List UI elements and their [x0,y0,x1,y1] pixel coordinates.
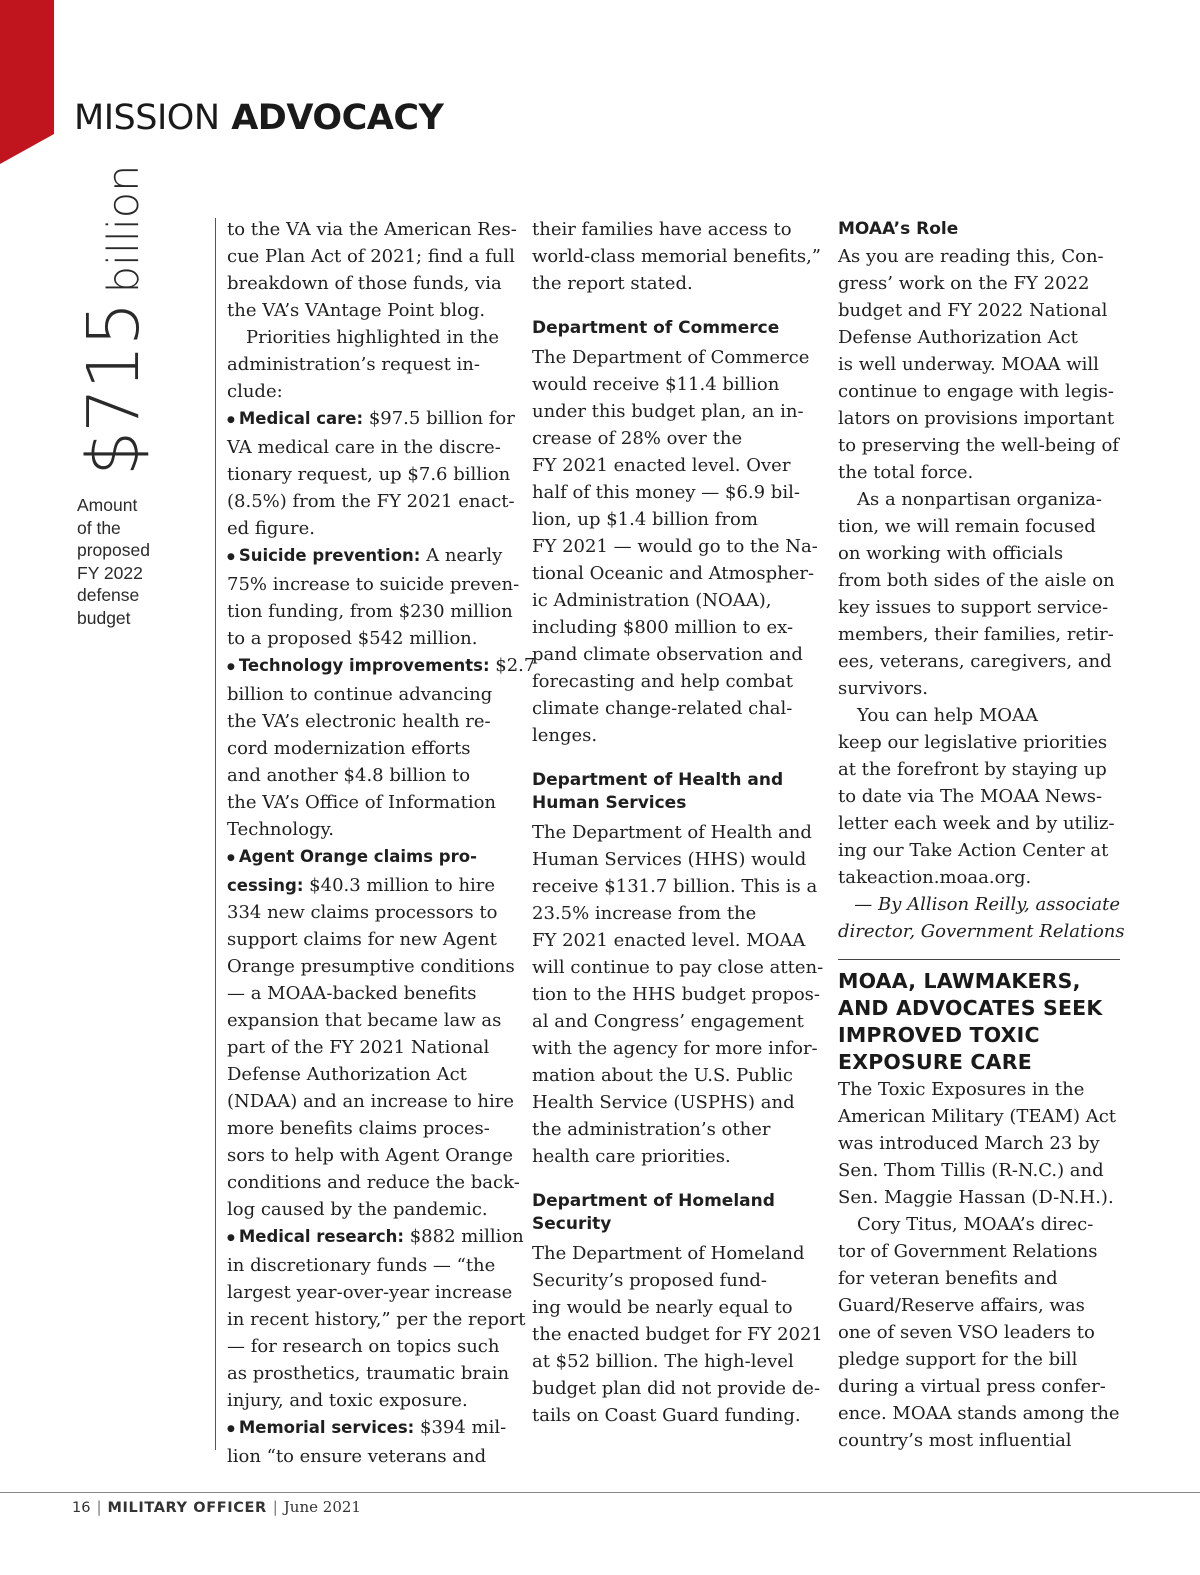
text-line: world-class memorial benefits,” [532,246,821,267]
text-line: As a nonpartisan organiza- [857,489,1102,510]
department-sections [532,297,824,1429]
page-footer [72,1497,361,1518]
text-line: at the forefront by staying up [838,759,1107,780]
article-column-3 [838,216,1125,1454]
text-line: budget plan did not provide de- [532,1378,821,1399]
text-line: largest year-over-year increase [227,1282,513,1303]
priority-label: Medical research: [238,1227,404,1246]
bullet-icon: ● [227,1233,235,1243]
bullet-icon: ● [227,552,235,562]
bullet-icon: ● [227,662,235,672]
department-paragraph [532,344,818,749]
text-line: health care priorities. [532,1146,731,1167]
priority-list [227,405,536,1470]
stat-callout [72,164,160,476]
text-line: administration’s request in- [227,354,480,375]
toxic-paragraph-2 [838,1211,1120,1454]
text-line: FY 2022 [77,562,143,583]
text-line: the VA’s Office of Information [227,792,497,813]
text-line: tional Oceanic and Atmospher- [532,563,815,584]
priority-first-line: ● Technology improvements: $2.7 [227,655,536,676]
text-line: in discretionary funds — “the [227,1255,496,1276]
priority-label: Suicide prevention: [238,546,421,565]
text-line: ic Administration (NOAA), [532,590,772,611]
priority-first-line: ● Suicide prevention: A nearly [227,545,503,566]
text-line: the VA’s VAntage Point blog. [227,300,486,321]
moaa-role-heading: MOAA’s Role [838,219,959,239]
text-line: The Toxic Exposures in the [838,1079,1085,1100]
footer-separator: | [272,1498,278,1516]
text-line: under this budget plan, an in- [532,401,804,422]
role-paragraph-3 [838,702,1120,891]
priority-label: Technology improvements: [238,656,490,675]
byline-line: director, Government Relations [838,921,1125,942]
text-line: Defense Authorization Act [838,327,1078,348]
text-line: sors to help with Agent Orange [227,1145,513,1166]
text-line: VA medical care in the discre- [227,437,501,458]
heading-line: Department of Homeland [532,1191,775,1211]
text-line: al and Congress’ engagement [532,1011,804,1032]
text-line: during a virtual press confer- [838,1376,1106,1397]
text-line: Guard/Reserve affairs, was [838,1295,1085,1316]
text-line: clude: [227,381,283,402]
text-line: ing would be nearly equal to [532,1297,793,1318]
text-line: pledge support for the bill [838,1349,1078,1370]
text-line: 75% increase to suicide preven- [227,574,520,595]
text-line: — a MOAA-backed benefits [227,983,477,1004]
text-line: (8.5%) from the FY 2021 enact- [227,491,515,512]
text-line: Cory Titus, MOAA’s direc- [857,1214,1094,1235]
text-line: FY 2021 — would go to the Na- [532,536,818,557]
text-line: on working with officials [838,543,1064,564]
text-line: continue to engage with legis- [838,381,1114,402]
footer-rule [0,1492,1200,1493]
text-line: The Department of Homeland [532,1243,805,1264]
text-line: lion, up $1.4 billion from [532,509,758,530]
stat-caption [77,494,197,630]
text-line: forecasting and help combat [532,671,793,692]
text-line: The Department of Commerce [532,347,810,368]
priority-first-line: ● Memorial services: $394 mil- [227,1417,507,1438]
text-line: climate change-related chal- [532,698,793,719]
text-line: Amount [77,495,138,515]
priority-item [227,542,520,652]
text-line: is well underway. MOAA will [838,354,1099,375]
text-line: ed figure. [227,518,315,539]
section-title-light: MISSION [74,98,220,138]
text-line: at $52 billion. The high-level [532,1351,794,1372]
memorial-continuation [532,216,821,297]
text-line: takeaction.moaa.org. [838,867,1032,888]
text-line: would receive $11.4 billion [532,374,780,395]
text-line: EXPOSURE CARE [838,1050,1032,1074]
text-line: Security’s proposed fund- [532,1270,768,1291]
text-line: survivors. [838,678,928,699]
priority-item [227,1414,513,1470]
role-paragraph-2 [838,486,1120,702]
text-line: gress’ work on the FY 2022 [838,273,1090,294]
text-line: You can help MOAA [857,705,1039,726]
text-line: members, their families, retir- [838,624,1114,645]
stat-unit: billion [99,164,149,294]
text-line: more benefits claims proces- [227,1118,490,1139]
text-line: tion, we will remain focused [838,516,1096,537]
text-line: Orange presumptive conditions [227,956,515,977]
text-line: the total force. [838,462,974,483]
department-heading [532,769,818,815]
priority-item [227,652,536,843]
priority-item [227,843,520,1223]
text-line: lators on provisions important [838,408,1115,429]
text-line: 334 new claims processors to [227,902,498,923]
text-line: will continue to pay close atten- [532,957,824,978]
text-line: the enacted budget for FY 2021 [532,1324,823,1345]
heading-line: Department of Health and [532,770,784,790]
text-line: letter each week and by utiliz- [838,813,1115,834]
text-line: the report stated. [532,273,693,294]
text-line: expansion that became law as [227,1010,502,1031]
text-line: cue Plan Act of 2021; find a full [227,246,515,267]
section-title-bold: ADVOCACY [231,98,444,138]
text-line: was introduced March 23 by [838,1133,1100,1154]
text-line: IMPROVED TOXIC [838,1023,1040,1047]
text-line: lenges. [532,725,598,746]
section-color-tab [0,0,54,164]
text-line: to date via The MOAA News- [838,786,1103,807]
issue-date: June 2021 [283,1498,361,1516]
text-line: — for research on topics such [227,1336,500,1357]
section-title [74,96,443,140]
text-line: conditions and reduce the back- [227,1172,520,1193]
bullet-icon: ● [227,1424,235,1434]
text-line: their families have access to [532,219,792,240]
text-line: from both sides of the aisle on [838,570,1115,591]
byline [838,891,1125,945]
text-line: key issues to support service- [838,597,1109,618]
text-line: Sen. Thom Tillis (R-N.C.) and [838,1160,1104,1181]
priority-first-line: ● Medical research: $882 million [227,1226,524,1247]
text-line: billion to continue advancing [227,684,493,705]
text-line: mation about the U.S. Public [532,1065,793,1086]
text-line: lion “to ensure veterans and [227,1446,487,1467]
text-line: As you are reading this, Con- [838,246,1104,267]
priority-item [227,1223,526,1414]
text-line: defense [77,585,140,606]
text-line: cord modernization efforts [227,738,471,759]
priority-item [227,405,513,542]
text-line: one of seven VSO leaders to [838,1322,1095,1343]
text-line: AND ADVOCATES SEEK [838,996,1103,1020]
text-line: to a proposed $542 million. [227,628,478,649]
text-line: FY 2021 enacted level. MOAA [532,930,806,951]
text-line: with the agency for more infor- [532,1038,818,1059]
text-line: The Department of Health and [532,822,812,843]
text-line: Defense Authorization Act [227,1064,467,1085]
text-line: log caused by the pandemic. [227,1199,488,1220]
text-line: tor of Government Relations [838,1241,1098,1262]
text-line: crease of 28% over the [532,428,743,449]
text-line: tion funding, from $230 million [227,601,513,622]
text-line: Health Service (USPHS) and [532,1092,795,1113]
text-line: tails on Coast Guard funding. [532,1405,801,1426]
priority-first-line: cessing: $40.3 million to hire [227,875,496,896]
text-line: injury, and toxic exposure. [227,1390,468,1411]
magazine-name: MILITARY OFFICER [107,1500,267,1516]
text-line: part of the FY 2021 National [227,1037,490,1058]
text-line: (NDAA) and an increase to hire [227,1091,514,1112]
story-divider [838,959,1120,960]
column-divider [215,218,216,1450]
text-line: tion to the HHS budget propos- [532,984,820,1005]
text-line: Technology. [227,819,334,840]
article-column-2 [532,216,824,1429]
text-line: to preserving the well-being of [838,435,1119,456]
text-line: receive $131.7 billion. This is a [532,876,818,897]
text-line: support claims for new Agent [227,929,497,950]
text-line: for veteran benefits and [838,1268,1058,1289]
department-paragraph [532,1240,823,1429]
heading-line: Department of Commerce [532,318,780,338]
text-line: Priorities highlighted in the [246,327,500,348]
priority-first-line [227,843,513,872]
byline-line: — By Allison Reilly, associate [854,894,1120,915]
heading-line: Human Services [532,793,687,813]
text-line: in recent history,” per the report [227,1309,526,1330]
priority-label: Medical care: [238,409,364,428]
bullet-icon: ● [227,415,235,425]
stat-value: $715 [72,303,155,476]
priority-label: Memorial services: [238,1418,415,1437]
text-line: country’s most influential [838,1430,1072,1451]
text-line: and another $4.8 billion to [227,765,471,786]
text-line: budget [77,607,131,628]
text-line: the administration’s other [532,1119,771,1140]
department-heading [532,1190,818,1236]
priority-label: Agent Orange claims pro- [238,847,477,866]
role-paragraph-1 [838,243,1120,486]
text-line: pand climate observation and [532,644,803,665]
priorities-paragraph [227,324,513,405]
text-line: breakdown of those funds, via [227,273,502,294]
text-line: Human Services (HHS) would [532,849,807,870]
toxic-paragraph-1 [838,1076,1120,1211]
text-line: including $800 million to ex- [532,617,794,638]
page-number: 16 [72,1500,91,1516]
text-line: ing our Take Action Center at [838,840,1109,861]
text-line: as prosthetics, traumatic brain [227,1363,510,1384]
text-line: MOAA, LAWMAKERS, [838,969,1081,993]
text-line: proposed [77,540,150,561]
text-line: Sen. Maggie Hassan (D-N.H.). [838,1187,1114,1208]
text-line: ees, veterans, caregivers, and [838,651,1112,672]
text-line: of the [77,517,121,538]
text-line: tionary request, up $7.6 billion [227,464,511,485]
department-heading [532,317,818,340]
heading-line: Security [532,1214,612,1234]
text-line: 23.5% increase from the [532,903,757,924]
footer-separator: | [96,1498,102,1516]
text-line: half of this money — $6.9 bil- [532,482,800,503]
bullet-icon: ● [227,853,235,863]
department-paragraph [532,819,824,1170]
priority-label: cessing: [227,876,304,895]
intro-paragraph [227,216,517,324]
article-column-1 [227,216,536,1470]
text-line: keep our legislative priorities [838,732,1108,753]
text-line: the VA’s electronic health re- [227,711,491,732]
text-line: to the VA via the American Res- [227,219,517,240]
text-line: ence. MOAA stands among the [838,1403,1120,1424]
priority-first-line: ● Medical care: $97.5 billion for [227,408,515,429]
text-line: American Military (TEAM) Act [838,1106,1117,1127]
toxic-exposure-headline [838,968,1120,1076]
text-line: FY 2021 enacted level. Over [532,455,791,476]
text-line: budget and FY 2022 National [838,300,1108,321]
